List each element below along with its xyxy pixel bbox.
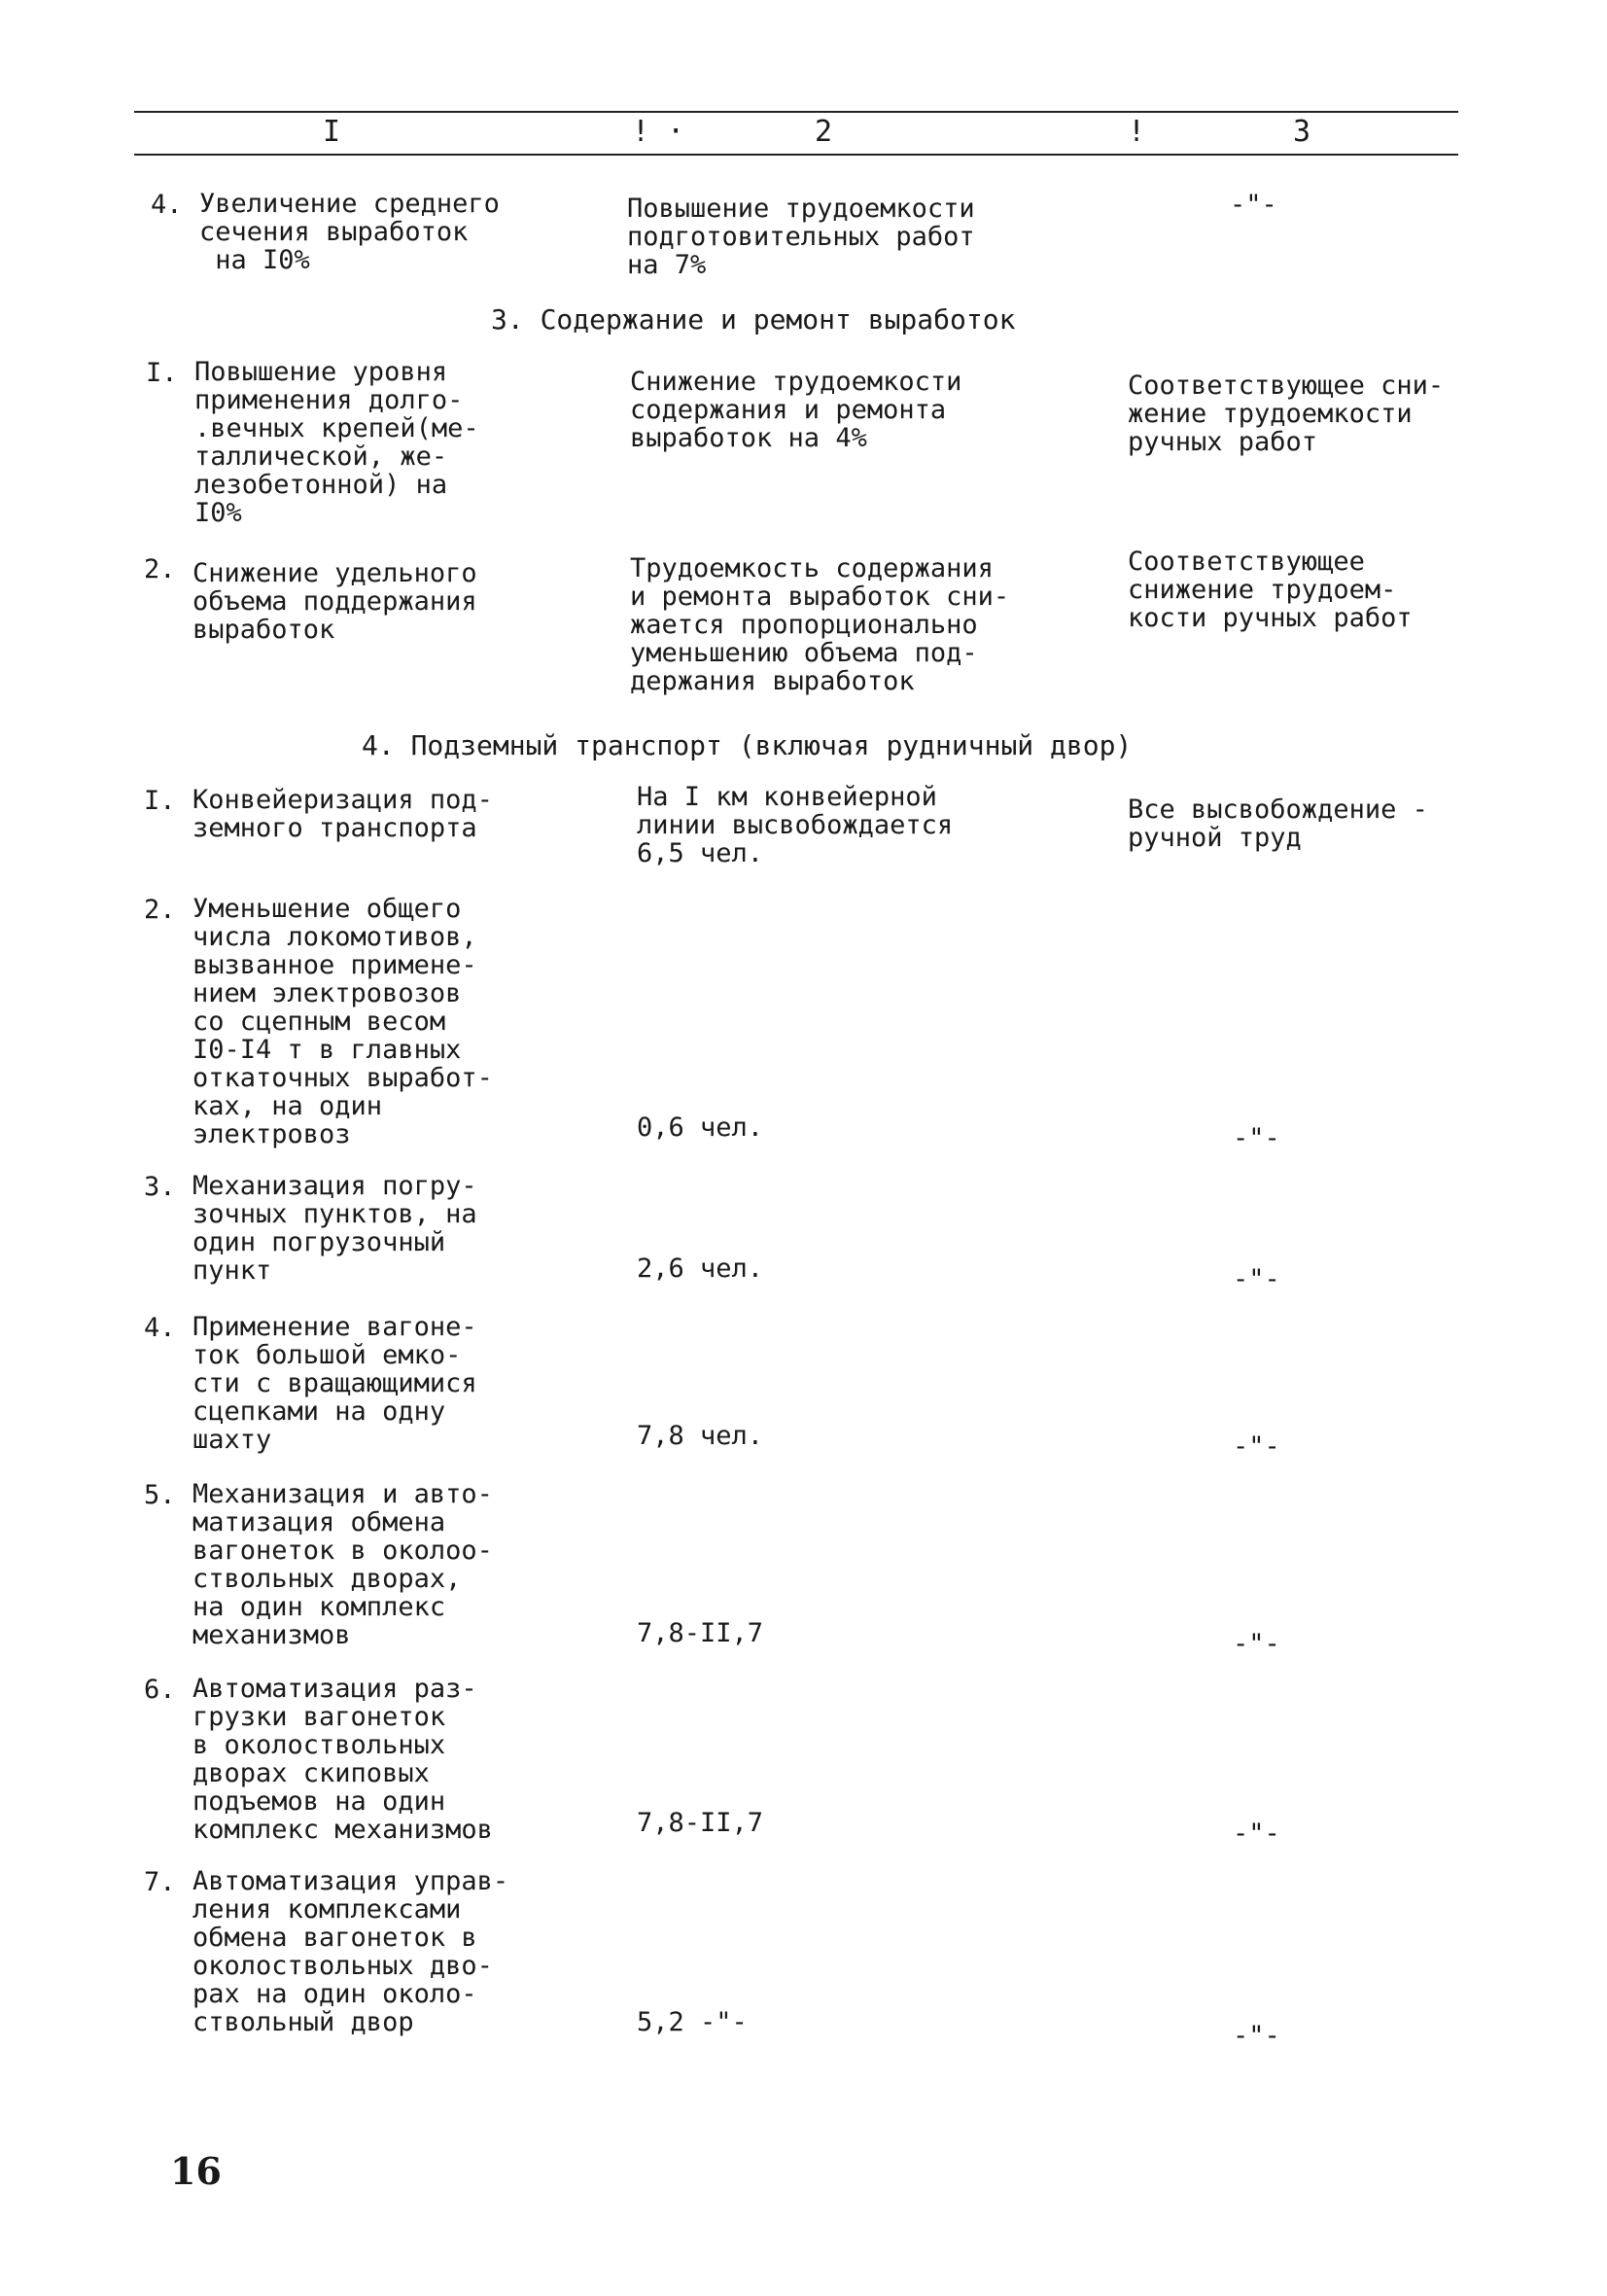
row-number: 6. [144,1675,176,1705]
row-note-ditto: -"- [1233,1629,1280,1659]
row-effect: 7,8-II,7 [637,1808,764,1838]
row-note-ditto: -"- [1230,190,1277,220]
section-title: 4. Подземный транспорт (включая рудничный двор) [362,729,1133,761]
header-col3-mark: ! [1128,115,1146,149]
section-title: 3. Содержание и ремонт выработок [491,303,1016,336]
row-measure: Применение вагоне- ток большой емко- сти с вращающимися сцепками на одну шахту [192,1312,477,1455]
row-note: Все высвобождение - ручной труд [1128,795,1428,853]
header-col1: I [323,115,341,149]
header-col3: 3 [1293,115,1311,149]
row-number: I. [146,358,178,388]
row-effect: 2,6 чел. [637,1254,764,1284]
row-note-ditto: -"- [1233,1264,1280,1294]
row-measure: Механизация и авто- матизация обмена вагонеток в околоо- ствольных дворах, на один комплекс механизмов [192,1479,493,1650]
row-number: 2. [144,554,176,584]
row-note: Соответствующее снижение трудоем- кости ручных работ [1128,547,1413,633]
header-col2-mark: ! · [632,115,685,149]
row-measure: Автоматизация раз- грузки вагонеток в околоствольных дворах скиповых подъемов на один комплекс механизмов [192,1674,493,1845]
row-effect: Повышение трудоемкости подготовительных работ на 7% [627,194,975,280]
row-note-ditto: -"- [1233,1431,1280,1462]
row-note-ditto: -"- [1233,1123,1280,1153]
row-measure: Снижение удельного объема поддержания выработок [192,558,477,645]
row-number: 2. [144,895,176,925]
page-number: 16 [170,2149,222,2193]
row-note-ditto: -"- [1233,1819,1280,1849]
row-number: I. [144,786,176,816]
header-bottom-rule [134,154,1458,156]
row-number: 3. [144,1172,176,1202]
row-number: 5. [144,1480,176,1510]
row-number: 7. [144,1867,176,1897]
row-measure: Конвейеризация под- земного транспорта [192,785,493,843]
row-number: 4. [144,1313,176,1343]
header-top-rule [134,111,1458,113]
row-effect: На I км конвейерной линии высвобождается 6,5 чел. [637,782,954,868]
row-effect: 7,8 чел. [637,1421,764,1451]
row-effect: 5,2 -"- [637,2007,748,2037]
header-col2: 2 [815,115,833,149]
row-measure: Повышение уровня применения долго- .вечных крепей(ме- таллической, же- лезобетонной) на I0% [194,357,479,528]
row-effect: 7,8-II,7 [637,1618,764,1648]
row-effect: Снижение трудоемкости содержания и ремонта выработок на 4% [630,367,962,453]
row-note-ditto: -"- [1233,2021,1280,2051]
row-measure: Уменьшение общего числа локомотивов, вызванное примене- нием электровозов со сцепным весом I0-I4 т в главных откаточных выработ- ках, на один электровоз [192,894,493,1149]
row-effect: Трудоемкость содержания и ремонта выработок сни- жается пропорционально уменьшению объема под- держания выработок [630,553,1010,696]
row-note: Соответствующее сни- жение трудоемкости ручных работ [1128,371,1445,457]
row-measure: Автоматизация управ- ления комплексами обмена вагонеток в околоствольных дво- рах на один около- ствольный двор [192,1866,509,2037]
row-effect: 0,6 чел. [637,1113,764,1143]
row-number: 4. [151,190,183,220]
row-measure: Увеличение среднего сечения выработок на I0% [199,189,500,275]
row-measure: Механизация погру- зочных пунктов, на один погрузочный пункт [192,1171,477,1286]
